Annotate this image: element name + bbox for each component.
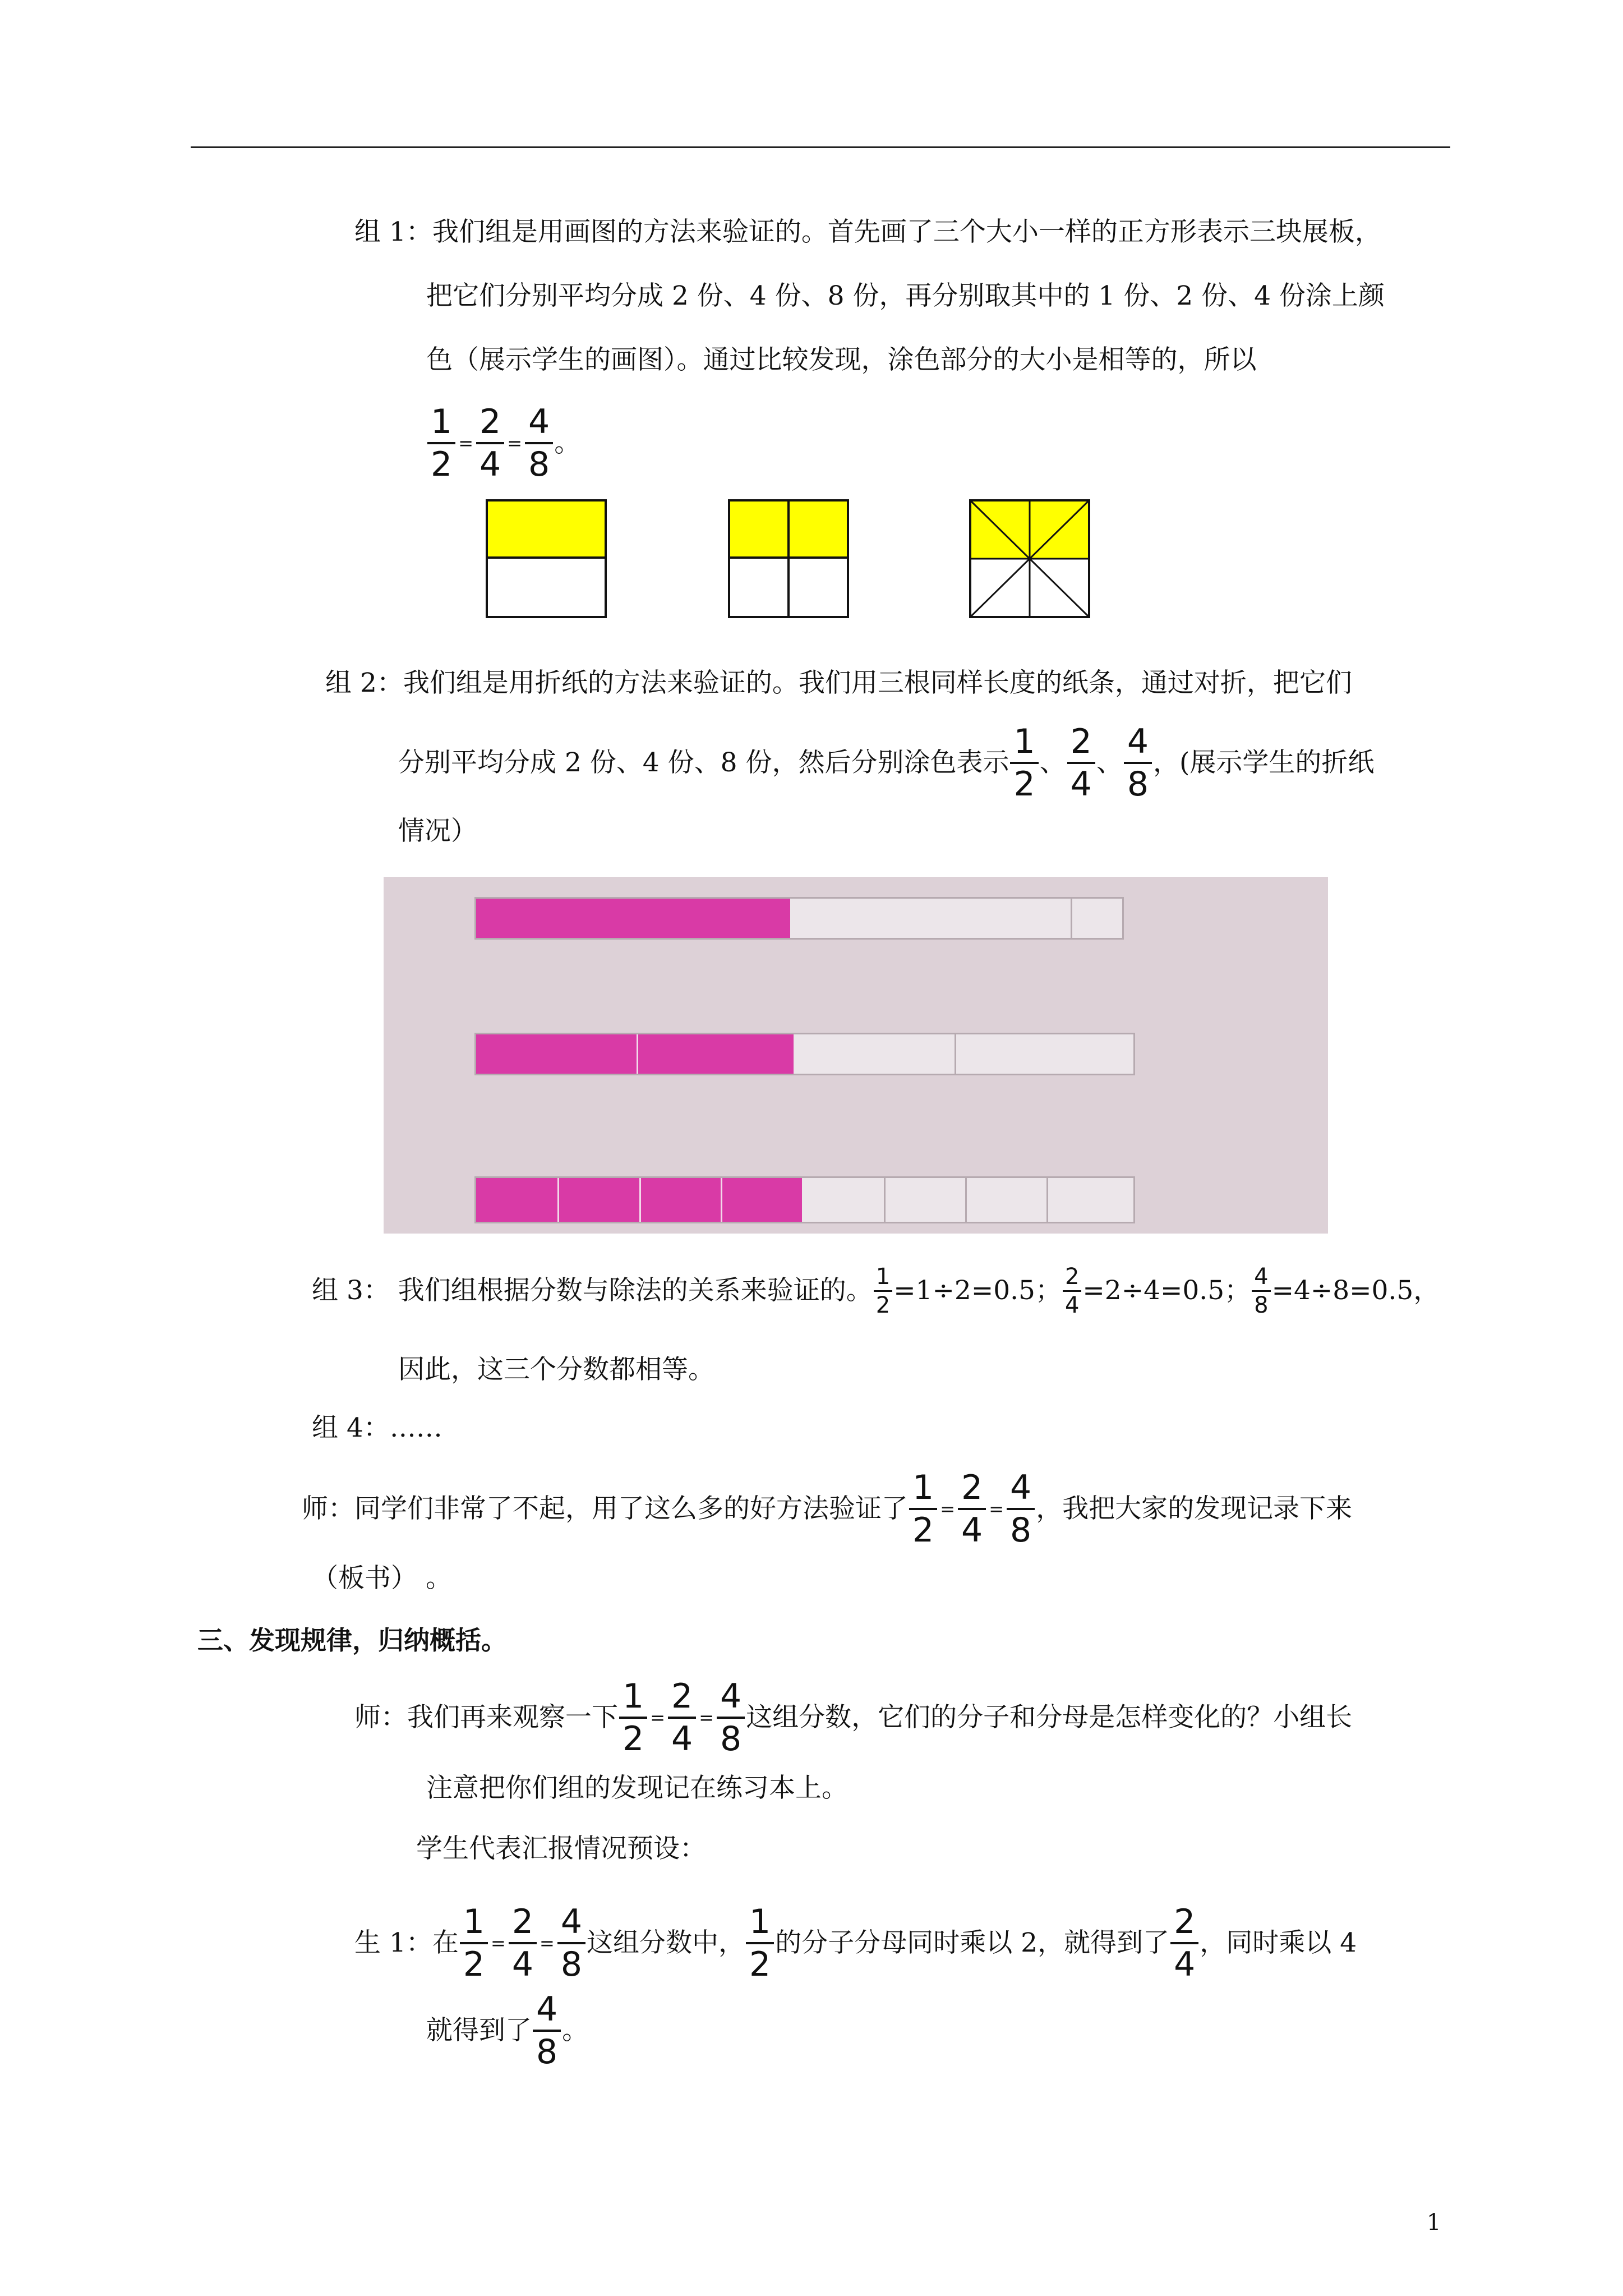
fraction-4-8: $\frac{4}{8}$ [1124,721,1152,804]
fraction-1-2: $\frac{1}{2}$ [746,1902,774,1985]
group1-line-1: 组 1：我们组是用画图的方法来验证的。首先画了三个大小一样的正方形表示三块展板， [354,217,1381,247]
preset-line: 学生代表汇报情况预设： [416,1833,706,1864]
shaded-half [476,899,790,938]
paper-strip-eighths [474,1176,1135,1223]
shaded-half [487,500,606,558]
fraction-2-4: $\frac{2}{4}$ [1067,721,1095,804]
fraction-2-4: $\frac{2}{4}$ [476,402,504,485]
fraction-4-8: $\frac{4}{8}$ [1007,1467,1035,1550]
fraction-1-2: $\frac{1}{2}$ [909,1467,937,1550]
fraction-1-2: $\frac{1}{2}$ [874,1263,892,1319]
fraction-1-2: $\frac{1}{2}$ [1010,721,1038,804]
group3-line-1: 组 3： 我们组根据分数与除法的关系来验证的。 $\frac{1}{2}$ =1÷2=0.5； $\frac{2}{4}$ =2÷4=0.5； $\frac{4}{8}$ =4÷8=0.5， [312,1263,1440,1318]
paper-strips-photo [384,877,1328,1234]
group1-line-2: 把它们分别平均分成 2 份、4 份、8 份，再分别取其中的 1 份、2 份、4 份涂上颜 [426,280,1385,311]
student1-line-1: 生 1：在 $\frac{1}{2}$ = $\frac{2}{4}$ = $\frac{4}{8}$ 这组分数中， $\frac{1}{2}$ 的分子分母同时乘以 2，就得到了 $\frac{2}{4}$ ，同时乘以 4 [354,1902,1357,1984]
fraction-1-2: $\frac{1}{2}$ [460,1902,488,1985]
fraction-4-8: $\frac{4}{8}$ [717,1676,745,1759]
student1-line-2: 就得到了 $\frac{4}{8}$ 。 [426,1990,589,2072]
fraction-4-8: $\frac{4}{8}$ [525,402,553,485]
square-quarters [728,499,849,618]
group2-line-3: 情况） [398,816,477,846]
page-number: 1 [1427,2210,1441,2235]
fraction-4-8: $\frac{4}{8}$ [557,1902,585,1985]
teacher-line-2: （板书） 。 [312,1563,452,1594]
square-halves [486,499,607,618]
paper-strip-quarters [474,1033,1135,1075]
paper-strip-halves [474,897,1124,940]
fraction-1-2: $\frac{1}{2}$ [427,402,455,485]
fraction-2-4: $\frac{2}{4}$ [1063,1263,1081,1319]
group2-line-1: 组 2：我们组是用折纸的方法来验证的。我们用三根同样长度的纸条，通过对折，把它们 [325,668,1352,698]
teacher2-line-1: 师：我们再来观察一下 $\frac{1}{2}$ = $\frac{2}{4}$ = $\frac{4}{8}$ 这组分数，它们的分子和分母是怎样变化的？小组长 [354,1677,1353,1759]
section-heading: 三、发现规律，归纳概括。 [197,1625,507,1655]
group2-line-2: 分别平均分成 2 份、4 份、8 份，然后分别涂色表示 $\frac{1}{2}$ 、 $\frac{2}{4}$ 、 $\frac{4}{8}$ ，(展示学生的折纸 [398,722,1375,804]
teacher-line-1: 师：同学们非常了不起，用了这么多的好方法验证了 $\frac{1}{2}$ = $\frac{2}{4}$ = $\frac{4}{8}$ ，我把大家的发现记录下来 [302,1468,1353,1550]
fraction-1-2: $\frac{1}{2}$ [619,1676,647,1759]
fraction-4-8: $\frac{4}{8}$ [1252,1263,1270,1319]
teacher2-line-2: 注意把你们组的发现记在练习本上。 [426,1773,848,1803]
group1-equation: $\frac{1}{2}$ = $\frac{2}{4}$ = $\frac{4}{8}$ 。 [426,399,580,484]
fraction-2-4: $\frac{2}{4}$ [509,1902,537,1985]
header-rule [191,146,1450,148]
fraction-2-4: $\frac{2}{4}$ [668,1676,696,1759]
group1-line-3: 色（展示学生的画图）。通过比较发现，涂色部分的大小是相等的，所以 [426,344,1257,375]
fraction-2-4: $\frac{2}{4}$ [958,1467,986,1550]
fraction-4-8: $\frac{4}{8}$ [533,1989,561,2072]
group4-line: 组 4：…… [312,1412,442,1443]
group3-line-2: 因此，这三个分数都相等。 [398,1354,714,1385]
square-eighths [969,499,1090,618]
fraction-2-4: $\frac{2}{4}$ [1170,1902,1198,1985]
shaded-quarters [476,1034,794,1074]
